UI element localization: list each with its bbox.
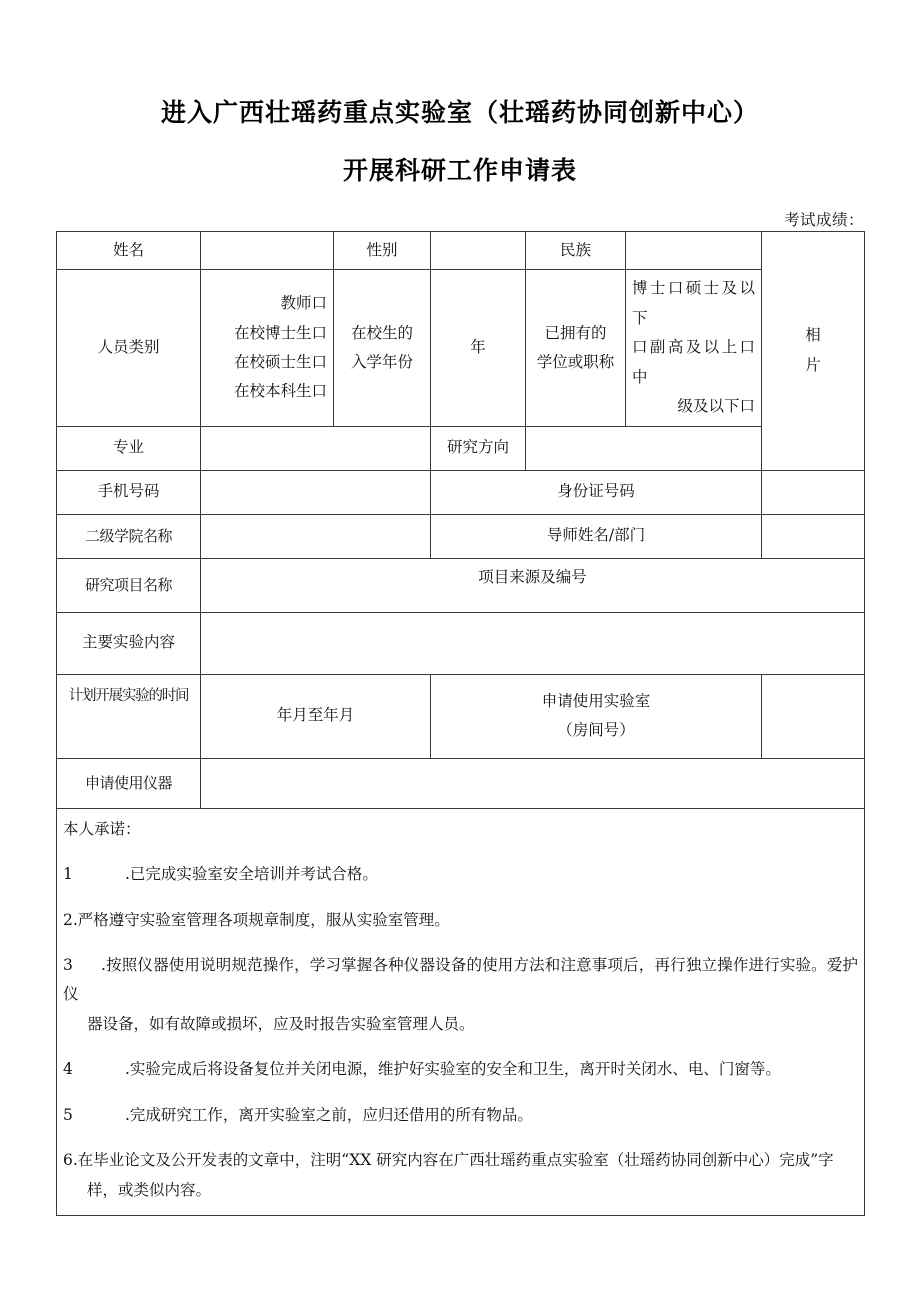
table-row-person-category [57,270,865,426]
table-row-college-advisor [57,514,865,558]
degree-title-label [526,270,626,426]
commitment-item-3-text: .按照仪器使用说明规范操作，学习掌握各种仪器设备的使用方法和注意事项后，再行独立操作进行实验。爱护仪 [63,955,858,1004]
ethnicity-field[interactable] [626,232,762,270]
college-label: 二级学院名称 [57,514,201,558]
page-title-line-2: 开展科研工作申请表 [342,155,577,185]
enrollment-year-field[interactable]: 年 [431,270,526,426]
instrument-field[interactable] [201,758,865,808]
degree-title-options[interactable] [626,270,762,426]
application-form-table [56,231,865,1216]
commitment-item-6-number: 6. [63,1151,78,1170]
id-number-label: 身份证号码 [431,470,762,514]
commitment-item-3-number: 3 [63,955,73,974]
phone-label: 手机号码 [57,470,201,514]
degree-option-line-1[interactable]: 博士口硕士及以下 [632,279,755,327]
commitment-item-5-number: 5 [63,1105,73,1124]
table-row-basic-info [57,232,865,270]
commitment-block [57,808,865,1215]
exam-score-label: 考试成绩： [783,211,864,229]
commitment-item-2-text: 严格遵守实验室管理各项规章制度，服从实验室管理。 [77,910,450,929]
degree-option-line-2[interactable]: 口副高及以上口中 [632,338,755,386]
commitment-item-4-text: .实验完成后将设备复位并关闭电源，维护好实验室的安全和卫生，离开时关闭水、电、门窗等。 [125,1060,781,1079]
degree-title-label-line-2: 学位或职称 [536,353,615,372]
advisor-label: 导师姓名/部门 [431,514,762,558]
table-row-major [57,426,865,470]
phone-field[interactable] [201,470,431,514]
schedule-field[interactable]: 年月至年月 [201,674,431,758]
commitment-item-3 [63,951,858,1039]
major-label: 专业 [57,426,201,470]
gender-label: 性别 [334,232,431,270]
table-row-phone-id [57,470,865,514]
enrollment-year-label-line-2: 入学年份 [350,353,413,372]
commitment-item-4 [63,1055,858,1084]
name-label: 姓名 [57,232,201,270]
person-type-option-master[interactable]: 在校硕士生口 [233,353,327,372]
table-row-experiment-content [57,612,865,674]
commitment-item-3-continuation: 器设备，如有故障或损坏，应及时报告实验室管理人员。 [87,1014,475,1033]
instrument-label: 申请使用仪器 [57,758,201,808]
enrollment-year-label [334,270,431,426]
experiment-content-label: 主要实验内容 [57,612,201,674]
commitment-item-1-text: .已完成实验室安全培训并考试合格。 [125,865,378,884]
person-type-option-teacher[interactable]: 教师口 [280,294,327,313]
major-field[interactable] [201,426,431,470]
page-title-line-1: 进入广西壮瑶药重点实验室（壮瑶药协同创新中心） [160,98,759,127]
table-row-schedule [57,674,865,758]
commitment-item-6 [63,1146,858,1205]
person-category-label: 人员类别 [57,270,201,426]
gender-field[interactable] [431,232,526,270]
commitment-item-4-number: 4 [63,1060,73,1079]
advisor-field[interactable] [762,514,865,558]
college-field[interactable] [201,514,431,558]
person-category-options[interactable] [201,270,334,426]
table-row-project [57,558,865,612]
lab-room-field[interactable] [762,674,865,758]
commitment-item-2 [63,906,858,935]
experiment-content-field[interactable] [201,612,865,674]
schedule-label: 计划开展实验的时间 [57,674,201,758]
commitment-item-5-text: .完成研究工作，离开实验室之前，应归还借用的所有物品。 [125,1105,533,1124]
commitment-heading: 本人承诺： [63,819,141,838]
research-direction-label: 研究方向 [431,426,526,470]
commitment-item-2-number: 2. [63,910,78,929]
commitment-item-6-continuation: 样，或类似内容。 [87,1180,212,1199]
id-number-field[interactable] [762,470,865,514]
lab-room-label [431,674,762,758]
commitment-item-1-number: 1 [63,865,73,884]
lab-room-label-line-2: （房间号） [557,721,635,740]
degree-option-line-3[interactable]: 级及以下口 [677,397,755,416]
commitment-item-5 [63,1101,858,1130]
photo-label-line-2: 片 [805,355,821,374]
photo-placeholder[interactable] [762,232,865,471]
commitment-item-1 [63,860,858,889]
table-row-instrument [57,758,865,808]
person-type-option-phd[interactable]: 在校博士生口 [233,323,327,342]
degree-title-label-line-1: 已拥有的 [544,323,607,342]
document-title-block [0,96,920,188]
research-direction-field[interactable] [526,426,762,470]
commitment-item-6-text: 在毕业论文及公开发表的文章中，注明“XX 研究内容在广西壮瑶药重点实验室（壮瑶药协同创新中心）完成”字 [77,1151,834,1170]
ethnicity-label: 民族 [526,232,626,270]
enrollment-year-label-line-1: 在校生的 [350,323,413,342]
photo-label-line-1: 相 [805,326,821,345]
lab-room-label-line-1: 申请使用实验室 [541,691,651,710]
person-type-option-undergrad[interactable]: 在校本科生口 [233,382,327,401]
table-row-commitment [57,808,865,1215]
project-name-label: 研究项目名称 [57,558,201,612]
name-field[interactable] [201,232,334,270]
project-source-label: 项目来源及编号 [201,558,865,612]
